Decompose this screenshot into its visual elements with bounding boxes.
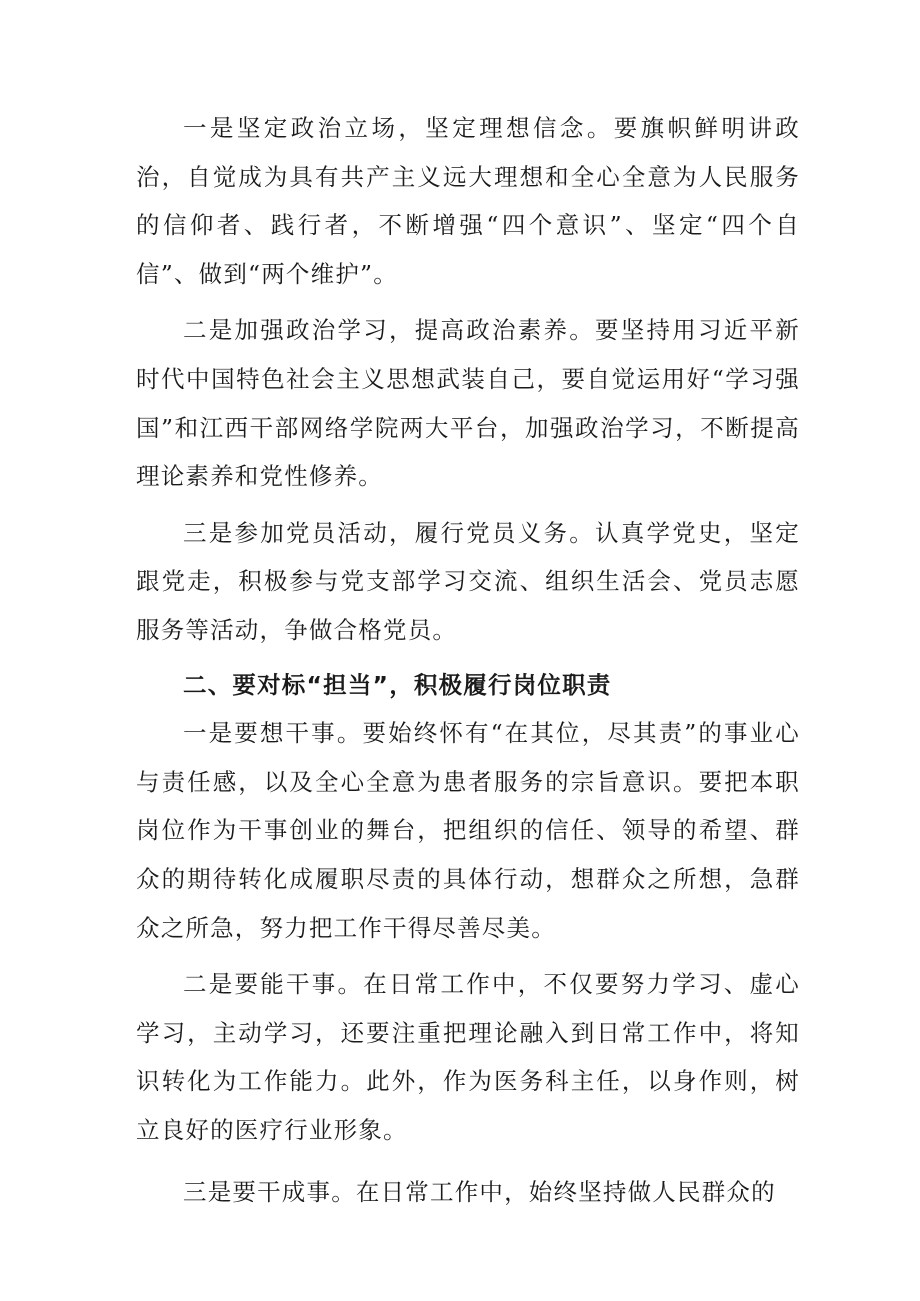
paragraph-party-activities: 三是参加党员活动，履行党员义务。认真学党史，坚定跟党走，积极参与党支部学习交流、组织生活会、党员志愿服务等活动，争做合格党员。 [136,518,800,644]
paragraph-political-stance: 一是坚定政治立场，坚定理想信念。要旗帜鲜明讲政治，自觉成为具有共产主义远大理想和全心全意为人民服务的信仰者、践行者，不断增强“四个意识”、坚定“四个自信”、做到“两个维护”。 [136,114,800,288]
paragraph-political-study: 二是加强政治学习，提高政治素养。要坚持用习近平新时代中国特色社会主义思想武装自己，要自觉运用好“学习强国”和江西干部网络学院两大平台，加强政治学习，不断提高理论素养和党性修养。 [136,316,800,491]
paragraph-able-to-work: 二是要能干事。在日常工作中，不仅要努力学习、虚心学习，主动学习，还要注重把理论融入到日常工作中，将知识转化为工作能力。此外，作为医务科主任，以身作则，树立良好的医疗行业形象。 [136,970,800,1144]
paragraph-accomplish-work: 三是要干成事。在日常工作中，始终坚持做人民群众的 [183,1178,776,1207]
paragraph-want-to-work: 一是要想干事。要始终怀有“在其位，尽其责”的事业心与责任感，以及全心全意为患者服务的宗旨意识。要把本职岗位作为干事创业的舞台，把组织的信任、领导的希望、群众的期待转化成履职尽责的具体行动，想群众之所想，急群众之所急，努力把工作干得尽善尽美。 [136,719,800,942]
section-heading: 二、要对标“担当”，积极履行岗位职责 [183,670,612,699]
document-body [136,104,800,1217]
